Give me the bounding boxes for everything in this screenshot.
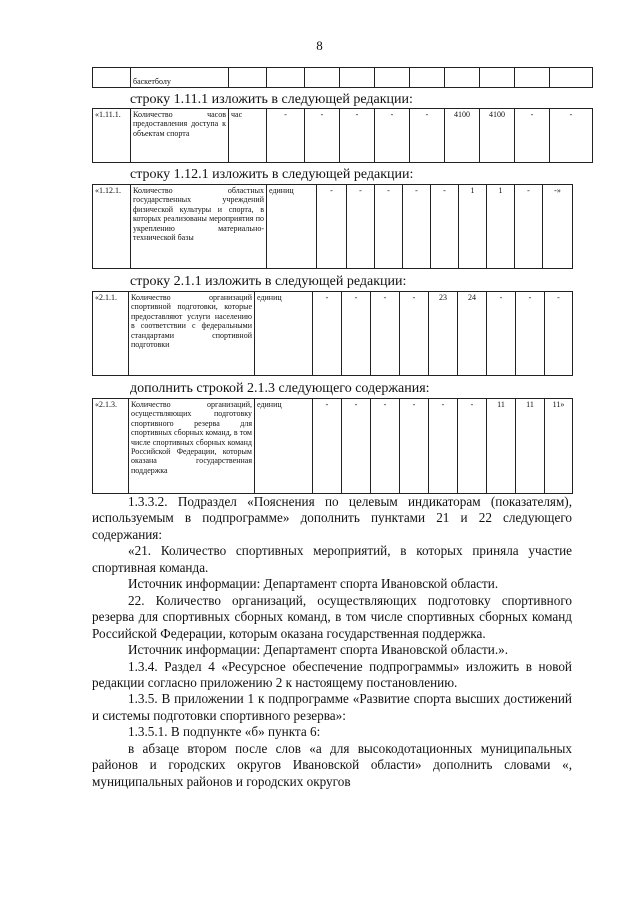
row-unit: единиц <box>255 292 313 376</box>
table-row-1-12-1 <box>92 184 573 269</box>
row-value: - <box>313 399 342 494</box>
table-cell <box>410 68 445 88</box>
paragraph: 1.3.4. Раздел 4 «Ресурсное обеспечение подпрограммы» изложить в новой редакции согласно приложению 2 к настоящему постановлению. <box>92 658 572 690</box>
row-value: - <box>487 292 516 376</box>
row-value: - <box>342 399 371 494</box>
row-description: Количество областных государственных учреждений физической культуры и спорта, в которых реализованы мероприятия по укреплению материально-технической базы <box>131 185 267 269</box>
row-value: - <box>317 185 347 269</box>
row-value: - <box>400 292 429 376</box>
table-cell <box>305 68 340 88</box>
table-cell <box>480 68 515 88</box>
row-number: «2.1.1. <box>93 292 129 376</box>
row-value: - <box>371 399 400 494</box>
row-value: - <box>431 185 459 269</box>
row-value: 1 <box>459 185 487 269</box>
row-description: Количество часов предоставления доступа к объектам спорта <box>131 109 229 163</box>
document-body <box>92 494 572 790</box>
row-value: - <box>515 185 543 269</box>
row-value: 4100 <box>445 109 480 163</box>
table-cell <box>229 68 267 88</box>
row-value: 11 <box>516 399 545 494</box>
table-cell <box>93 68 131 88</box>
paragraph: Источник информации: Департамент спорта Ивановской области. <box>128 576 499 592</box>
row-value: - <box>550 109 593 163</box>
row-description: Количество организаций, осуществляющих подготовку спортивного резерва для спортивных сборных команд, в том числе спортивных сборных команд Российской Федерации, которым оказана государственная поддержка <box>129 399 255 494</box>
row-value: 1 <box>487 185 515 269</box>
caption-row-1-12-1: строку 1.12.1 изложить в следующей редакции: <box>130 167 414 182</box>
paragraph: 22. Количество организаций, осуществляющих подготовку спортивного резерва для спортивных сборных команд, в том числе спортивных сборных команд Российской Федерации, которым оказана государственная поддержка. <box>92 592 572 641</box>
row-unit: единиц <box>267 185 317 269</box>
table-row-2-1-3 <box>92 398 573 494</box>
row-value: - <box>267 109 305 163</box>
row-unit: час <box>229 109 267 163</box>
row-number: «2.1.3. <box>93 399 129 494</box>
row-number: «1.12.1. <box>93 185 131 269</box>
row-value: - <box>313 292 342 376</box>
table-cell <box>515 68 550 88</box>
caption-row-1-11-1: строку 1.11.1 изложить в следующей редакции: <box>130 92 413 107</box>
row-value: - <box>340 109 375 163</box>
table-cell-desc: баскетболу <box>131 68 229 88</box>
row-value: - <box>400 399 429 494</box>
row-value: - <box>371 292 400 376</box>
row-value: - <box>375 109 410 163</box>
row-value: - <box>347 185 375 269</box>
row-unit: единиц <box>255 399 313 494</box>
row-value: 4100 <box>480 109 515 163</box>
paragraph: Источник информации: Департамент спорта Ивановской области.». <box>128 642 509 658</box>
table-cell <box>550 68 593 88</box>
row-value: 23 <box>429 292 458 376</box>
table-cell <box>375 68 410 88</box>
row-value: - <box>403 185 431 269</box>
table-row-1-11-1 <box>92 108 593 163</box>
row-number: «1.11.1. <box>93 109 131 163</box>
row-value: - <box>305 109 340 163</box>
row-value: - <box>515 109 550 163</box>
paragraph: 1.3.3.2. Подраздел «Пояснения по целевым индикаторам (показателям), используемым в подпрограмме» дополнить пунктами 21 и 22 следующего содержания: <box>92 494 572 542</box>
row-value: - <box>342 292 371 376</box>
row-value: - <box>516 292 545 376</box>
page-number: 8 <box>316 38 323 53</box>
row-value: - <box>458 399 487 494</box>
table-cell <box>267 68 305 88</box>
table-cell <box>340 68 375 88</box>
row-value: - <box>410 109 445 163</box>
row-value: 11» <box>545 399 573 494</box>
row-value: - <box>429 399 458 494</box>
paragraph: 1.3.5.1. В подпункте «б» пункта 6: <box>128 724 321 740</box>
caption-row-2-1-3: дополнить строкой 2.1.3 следующего содержания: <box>130 381 430 396</box>
paragraph: в абзаце втором после слов «а для высокодотационных муниципальных районов и городских округов Ивановской области» дополнить словами «, муниципальных районов и городских округов <box>92 740 572 789</box>
paragraph: «21. Количество спортивных мероприятий, в которых приняла участие спортивная команда. <box>92 543 572 575</box>
row-value: 24 <box>458 292 487 376</box>
top-table-fragment <box>92 67 593 88</box>
row-value: -» <box>543 185 573 269</box>
table-row-2-1-1 <box>92 291 573 376</box>
paragraph: 1.3.5. В приложении 1 к подпрограмме «Развитие спорта высших достижений и системы подготовки спортивного резерва»: <box>92 691 572 723</box>
row-value: - <box>375 185 403 269</box>
row-description: Количество организаций спортивной подготовки, которые предоставляют услуги населению в соответствии с федеральными стандартами спортивной подготовки <box>129 292 255 376</box>
row-value: 11 <box>487 399 516 494</box>
table-cell <box>445 68 480 88</box>
row-value: - <box>545 292 573 376</box>
caption-row-2-1-1: строку 2.1.1 изложить в следующей редакции: <box>130 274 407 289</box>
